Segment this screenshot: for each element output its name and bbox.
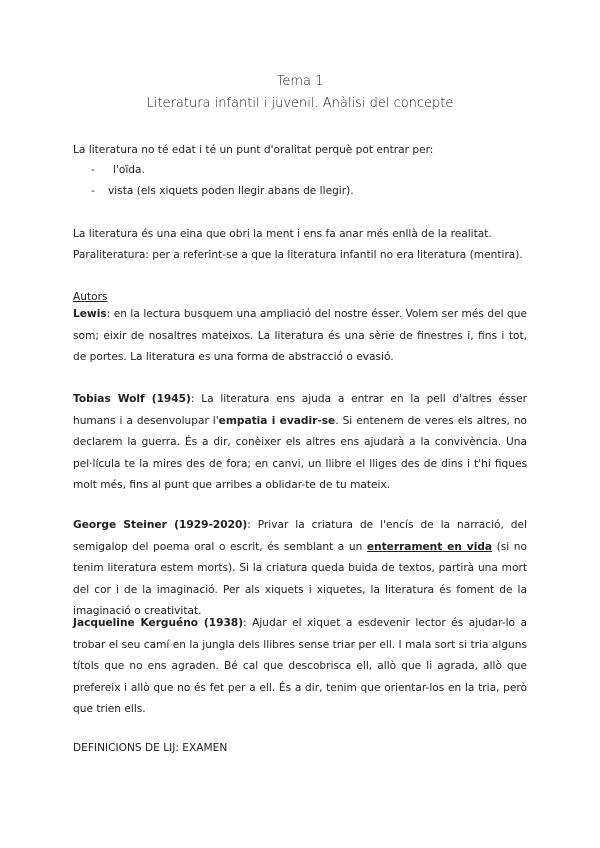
- paragraph: Paraliteratura: per a referint-se a que la literatura infantil no era literatura (mentira).: [73, 249, 523, 261]
- bullet-item: vista (els xiquets poden llegir abans de llegir).: [108, 185, 354, 197]
- bullet-dash: -: [91, 164, 95, 176]
- page-subtitle: Literatura infantil i juvenil. Anàlisi del concepte: [146, 96, 454, 111]
- author-text: : en la lectura busquem una ampliació del nostre ésser. Volem ser més del que som; eixir de nosaltres mateixos. La literatura és una sèrie de finestres i, fins i tot, de portes. La literatura es una forma de abstracció o evasió.: [73, 308, 527, 363]
- section-heading-definicions: DEFINICIONS DE LIJ: EXAMEN: [73, 742, 228, 754]
- author-name: Lewis: [73, 308, 107, 320]
- emphasis-text: empatia i evadir-se: [218, 414, 336, 427]
- bullet-dash: -: [91, 185, 95, 197]
- bullet-item: l'oïda.: [113, 164, 145, 176]
- intro-paragraph: La literatura no té edat i té un punt d'oralitat perquè pot entrar per:: [73, 144, 434, 156]
- emphasis-text: enterrament en vida: [366, 540, 493, 553]
- paragraph: La literatura és una eina que obri la ment i ens fa anar més enllà de la realitat.: [73, 228, 492, 240]
- author-text: : Privar la criatura de l'encís de la narració, del semigalop del poema oral o escrit, és semblant a un: [73, 519, 527, 553]
- section-heading-autors: Autors: [73, 291, 108, 303]
- author-paragraph-kergueno: [73, 613, 527, 721]
- author-name: George Steiner (1929-2020): [73, 519, 248, 531]
- author-text: (si no tenim literatura estem morts). Si la criatura queda buida de textos, partirà una mort del cor i de la imaginació. Per als xiquets i xiquetes, la literatura és foment de la imaginació o creativitat.: [73, 540, 527, 617]
- author-name: Tobias Wolf (1945): [73, 393, 191, 405]
- author-paragraph-steiner: [73, 515, 527, 623]
- author-paragraph-lewis: [73, 304, 527, 369]
- author-text: : La literatura ens ajuda a entrar en la pell d'altres ésser humans i a desenvolupar l': [73, 393, 528, 427]
- author-text: : Ajudar el xiquet a esdevenir lector és ajudar-lo a trobar el seu camí en la jungla dels llibres sense triar per ell. I mala sort si tria alguns títols que no ens agraden. Bé cal que descobrisca ell, allò que li agrada, allò que prefereix i allò que no és fet per a ell. És a dir, tenim que orientar-los en la tria, però que trien ells.: [73, 617, 527, 715]
- page-title: Tema 1: [276, 74, 324, 89]
- author-name: Jacqueline Kerguéno (1938): [73, 617, 244, 629]
- author-text: . Si entenem de veres els altres, no declarem la guerra. És a dir, conèixer els altres ens ajudarà a la convivència. Una pel·lícula te la mires des de fora; en canvi, un llibre el lliges des de dins i t'hi fiques molt més, fins al punt que arribes a oblidar-te de tu mateix.: [73, 414, 528, 491]
- author-paragraph-wolf: [73, 389, 527, 497]
